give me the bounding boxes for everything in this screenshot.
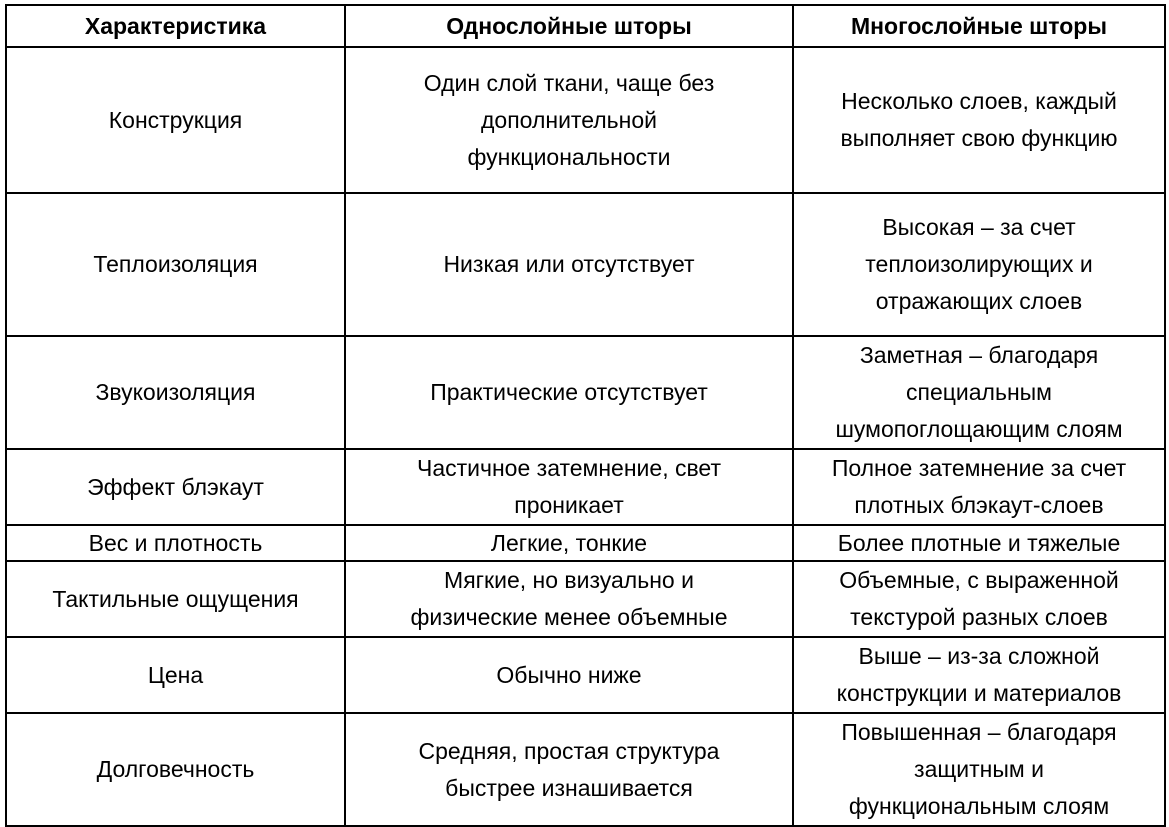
table-row — [6, 713, 1165, 826]
header-row — [6, 5, 1165, 47]
header-multi-layer: Многослойные шторы — [793, 5, 1165, 47]
cell-multi-layer: Высокая – за счет теплоизолирующих и отражающих слоев — [793, 193, 1165, 336]
cell-multi-layer: Выше – из-за сложной конструкции и материалов — [793, 637, 1165, 713]
cell-multi-layer: Более плотные и тяжелые — [793, 525, 1165, 561]
table-row — [6, 525, 1165, 561]
cell-multi-layer: Полное затемнение за счет плотных блэкаут-слоев — [793, 449, 1165, 525]
cell-multi-layer: Повышенная – благодаря защитным и функциональным слоям — [793, 713, 1165, 826]
cell-single-layer: Низкая или отсутствует — [345, 193, 793, 336]
cell-multi-layer: Несколько слоев, каждый выполняет свою функцию — [793, 47, 1165, 193]
cell-single-layer: Один слой ткани, чаще без дополнительной функциональности — [345, 47, 793, 193]
table-row — [6, 637, 1165, 713]
cell-characteristic: Звукоизоляция — [6, 336, 345, 449]
cell-single-layer: Обычно ниже — [345, 637, 793, 713]
cell-characteristic: Теплоизоляция — [6, 193, 345, 336]
header-single-layer: Однослойные шторы — [345, 5, 793, 47]
cell-characteristic: Эффект блэкаут — [6, 449, 345, 525]
cell-characteristic: Конструкция — [6, 47, 345, 193]
table-row — [6, 193, 1165, 336]
cell-single-layer: Практические отсутствует — [345, 336, 793, 449]
cell-single-layer: Частичное затемнение, свет проникает — [345, 449, 793, 525]
cell-single-layer: Легкие, тонкие — [345, 525, 793, 561]
table-row — [6, 47, 1165, 193]
table-row — [6, 449, 1165, 525]
cell-single-layer: Средняя, простая структура быстрее изнашивается — [345, 713, 793, 826]
cell-characteristic: Тактильные ощущения — [6, 561, 345, 637]
cell-multi-layer: Заметная – благодаря специальным шумопоглощающим слоям — [793, 336, 1165, 449]
table-row — [6, 336, 1165, 449]
cell-characteristic: Вес и плотность — [6, 525, 345, 561]
table-row — [6, 561, 1165, 637]
cell-multi-layer: Объемные, с выраженной текстурой разных слоев — [793, 561, 1165, 637]
cell-single-layer: Мягкие, но визуально и физические менее объемные — [345, 561, 793, 637]
header-characteristic: Характеристика — [6, 5, 345, 47]
comparison-table — [5, 4, 1166, 827]
cell-characteristic: Долговечность — [6, 713, 345, 826]
cell-characteristic: Цена — [6, 637, 345, 713]
